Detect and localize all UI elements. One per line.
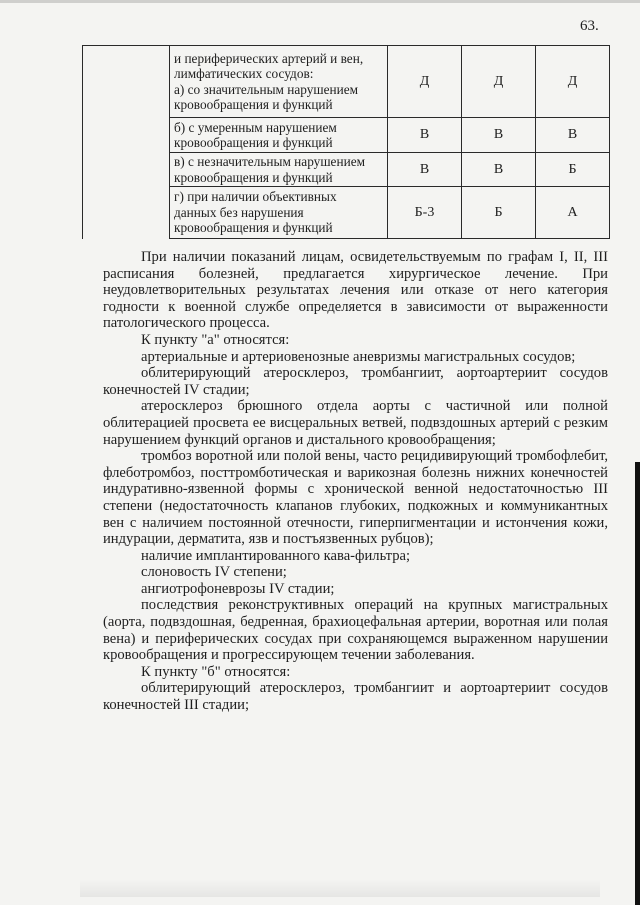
description-line: и периферических артерий и вен,	[174, 50, 364, 66]
paragraph: При наличии показаний лицам, освидетельствуемым по графам I, II, III расписания болезней, предлагается хирургическое лечение. При неудовлетворительных результатах лечения или отказе от него категория годности к военной службе определяется в зависимости от выраженности патологического процесса.	[103, 249, 608, 332]
description-line: кровообращения и функций	[174, 169, 333, 185]
page-number: 63.	[580, 18, 599, 34]
table-cell-description	[170, 187, 388, 239]
table-cell-category: Б	[536, 153, 610, 187]
table-cell-description	[170, 46, 388, 118]
table-cell-category: А	[536, 187, 610, 239]
paragraph: облитерирующий атеросклероз, тромбангиит и аортоартериит сосудов конечностей III стадии;	[103, 680, 608, 714]
table-cell-category: Д	[388, 46, 462, 118]
table-cell-category: В	[462, 153, 536, 187]
table-cell-category: В	[536, 118, 610, 153]
description-line: а) со значительным нарушением	[174, 81, 359, 97]
paragraph: артериальные и артериовенозные аневризмы магистральных сосудов;	[141, 348, 576, 365]
table-cell-empty	[83, 118, 170, 153]
description-line: в) с незначительным нарушением	[174, 154, 366, 170]
paragraph: ангиотрофоневрозы IV стадии;	[141, 580, 335, 597]
paragraph: облитерирующий атеросклероз, тромбангиит, аортоартериит сосудов конечностей IV стадии;	[103, 365, 608, 398]
paragraph: последствия реконструктивных операций на крупных магистральных (аорта, подвздошная, бедренная, брахиоцефальная артерии, воротная или полая вена) и периферических сосудах при сохраняющемся выраженном нарушении кровообращения и прогрессирующем течении заболевания.	[103, 597, 608, 664]
paragraph: атеросклероз брюшного отдела аорты с частичной или полной облитерацией просвета ее висцеральных ветвей, подвздошных артерий с резким нарушением функций органов и дистального кровообращения;	[103, 398, 608, 448]
scan-bottom-shade	[80, 879, 600, 897]
document-body	[103, 249, 608, 714]
table-row	[83, 46, 610, 118]
table-cell-category: В	[388, 153, 462, 187]
table-cell-empty	[83, 46, 170, 118]
table-cell-empty	[83, 187, 170, 239]
table-cell-category: Д	[462, 46, 536, 118]
description-line: кровообращения и функций	[174, 96, 333, 112]
paragraph: К пункту "б" относятся:	[141, 663, 291, 680]
paragraph: К пункту "а" относятся:	[141, 331, 290, 348]
table-row	[83, 153, 610, 187]
description-line: кровообращения и функций	[174, 135, 333, 150]
paragraph: наличие имплантированного кава-фильтра;	[141, 547, 411, 564]
paragraph: слоновость IV степени;	[141, 564, 287, 581]
paragraph: тромбоз воротной или полой вены, часто рецидивирующий тромбофлебит, флеботромбоз, посттромботическая и варикозная болезнь нижних конечностей индуративно-язвенной формы с хронической венной недостаточностью III степени (недостаточность клапанов глубоких, подкожных и коммуникантных вен с наличием постоянной отечности, гиперпигментации и истончения кожи, индурации, дерматита, язв и постъязвенных рубцов);	[103, 448, 608, 548]
description-line: г) при наличии объективных	[174, 189, 337, 205]
table-cell-empty	[83, 153, 170, 187]
description-line: б) с умеренным нарушением	[174, 119, 337, 135]
table-cell-category: Б	[462, 187, 536, 239]
table-cell-category: Д	[536, 46, 610, 118]
table-cell-description	[170, 118, 388, 153]
table-cell-category: В	[462, 118, 536, 153]
category-table	[82, 45, 610, 239]
table-row	[83, 118, 610, 153]
description-line: данных без нарушения	[174, 204, 304, 220]
table-cell-category: В	[388, 118, 462, 153]
description-line: кровообращения и функций	[174, 220, 333, 236]
table-cell-category: Б-3	[388, 187, 462, 239]
scan-edge-shadow	[635, 462, 640, 905]
table-cell-description	[170, 153, 388, 187]
scan-top-border	[0, 0, 640, 3]
table-row	[83, 187, 610, 239]
description-line: лимфатических сосудов:	[174, 66, 314, 82]
